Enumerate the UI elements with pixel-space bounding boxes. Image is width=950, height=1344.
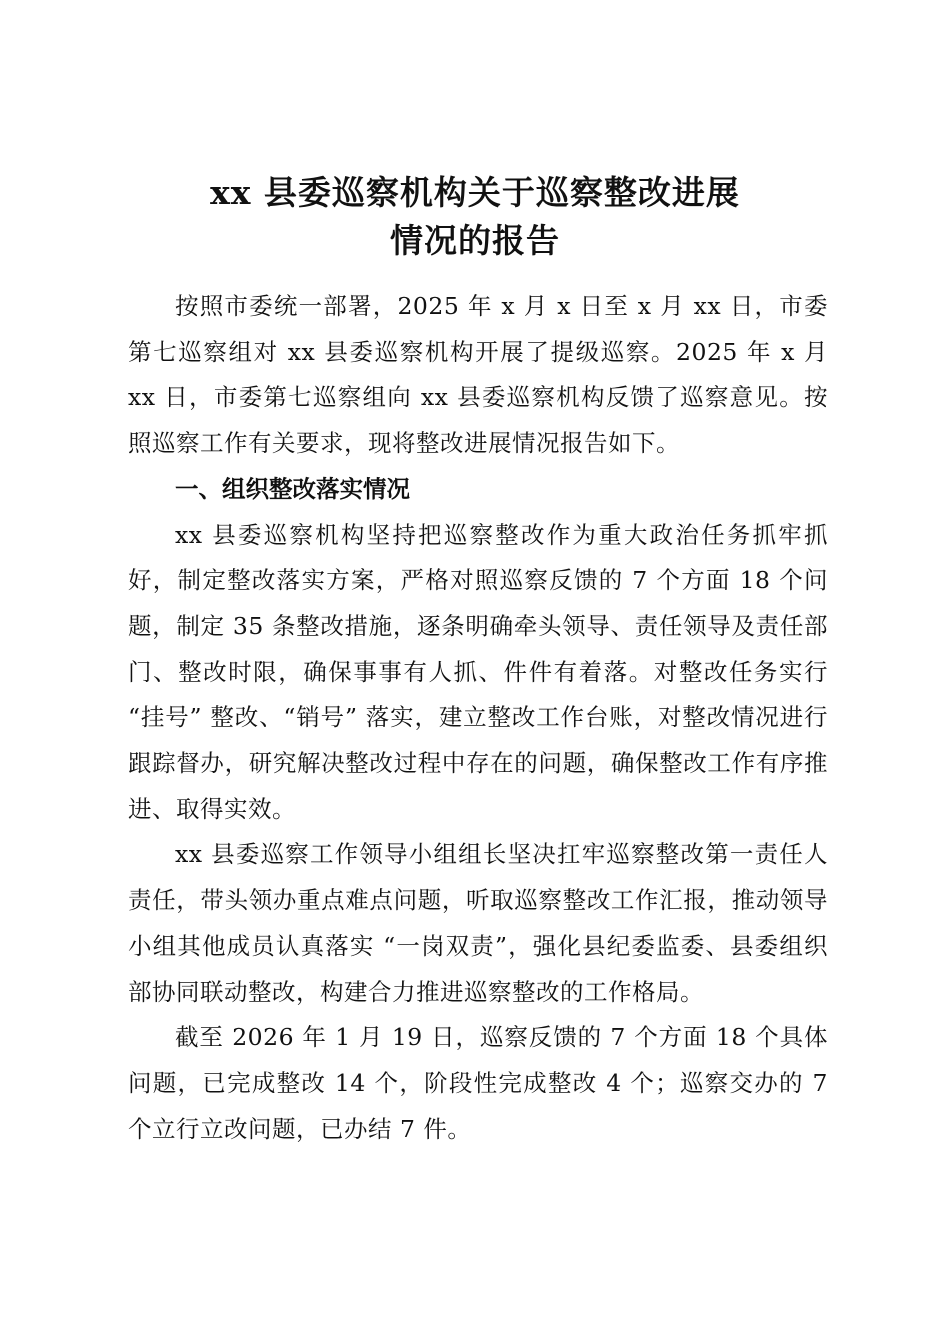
section-1-heading: 一、组织整改落实情况	[175, 474, 410, 503]
document-title-line-2: 情况的报告	[390, 221, 560, 260]
document-body	[128, 284, 828, 1152]
section-1-paragraph-2: xx 县委巡察工作领导小组组长坚决扛牢巡察整改第一责任人责任，带头领办重点难点问题，听取巡察整改工作汇报，推动领导小组其他成员认真落实 “一岗双责”，强化县纪委监委、县委组织部协同联动整改，构建合力推进巡察整改的工作格局。	[128, 840, 828, 1006]
section-1-paragraph-3: 截至 2026 年 1 月 19 日，巡察反馈的 7 个方面 18 个具体问题，已完成整改 14 个，阶段性完成整改 4 个；巡察交办的 7 个立行立改问题，已办结 7 件。	[128, 1023, 828, 1143]
section-1-paragraph-1: xx 县委巡察机构坚持把巡察整改作为重大政治任务抓牢抓好，制定整改落实方案，严格对照巡察反馈的 7 个方面 18 个问题，制定 35 条整改措施，逐条明确牵头领导、责任领导及责任部门、整改时限，确保事事有人抓、件件有着落。对整改任务实行 “挂号” 整改、“销号” 落实，建立整改工作台账，对整改情况进行跟踪督办，研究解决整改过程中存在的问题，确保整改工作有序推进、取得实效。	[128, 520, 828, 823]
intro-paragraph: 按照市委统一部署，2025 年 x 月 x 日至 x 月 xx 日，市委第七巡察组对 xx 县委巡察机构开展了提级巡察。2025 年 x 月 xx 日，市委第七巡察组向 xx 县委巡察机构反馈了巡察意见。按照巡察工作有关要求，现将整改进展情况报告如下。	[128, 292, 828, 458]
document-title-line-1: xx 县委巡察机构关于巡察整改进展	[210, 173, 740, 212]
